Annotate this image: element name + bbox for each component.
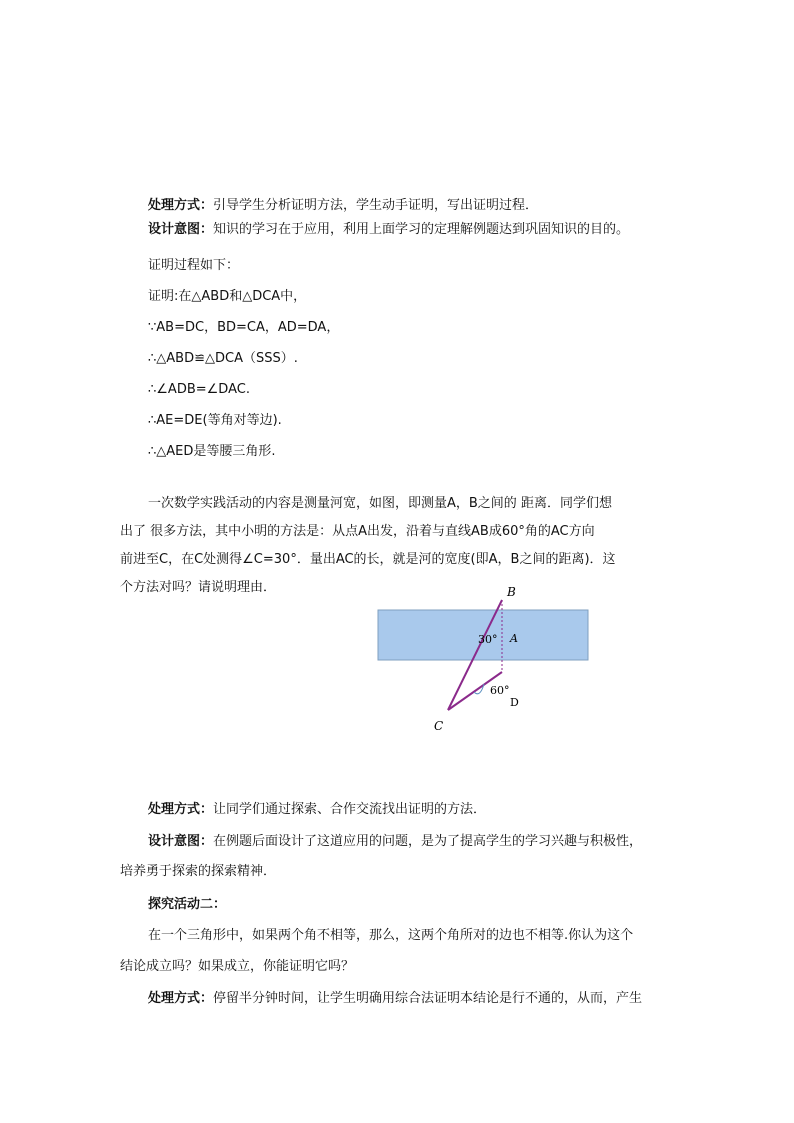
intent-line-2b: 培养勇于探索的探索精神． <box>120 864 277 879</box>
method-text-3: 停留半分钟时间，让学生明确用综合法证明本结论是行不通的，从而，产生 <box>213 991 643 1006</box>
activity-title: 探究活动二： <box>148 897 227 912</box>
intent-label: 设计意图： <box>148 222 214 237</box>
label-d: D <box>510 696 519 709</box>
activity-q1: 在一个三角形中，如果两个角不相等，那么，这两个角所对的边也不相等.你认为这个 <box>148 928 634 943</box>
intent-line-1 <box>148 220 629 240</box>
label-a: A <box>510 632 518 645</box>
proof-line-3: ∴△ABD≌△DCA（SSS）. <box>148 351 298 366</box>
proof-line-6: ∴△AED是等腰三角形. <box>148 444 276 459</box>
proof-line-4: ∴∠ADB=∠DAC. <box>148 382 250 397</box>
label-b: B <box>507 585 516 599</box>
intent-text-2: 在例题后面设计了这道应用的问题，是为了提高学生的学习兴趣与积极性， <box>213 834 643 849</box>
intent-text: 知识的学习在于应用，利用上面学习的定理解例题达到巩固知识的目的。 <box>213 222 630 237</box>
method-line-2 <box>148 800 486 820</box>
method-label-2: 处理方式： <box>148 802 214 817</box>
method-line-1 <box>148 196 538 216</box>
method-label-3: 处理方式： <box>148 991 214 1006</box>
proof-line-2: ∵AB=DC，BD=CA，AD=DA， <box>148 320 340 335</box>
proof-intro: 证明过程如下： <box>148 258 240 273</box>
intent-label-2: 设计意图： <box>148 834 214 849</box>
river-figure <box>370 580 600 740</box>
proof-line-5: ∴AE=DE(等角对等边). <box>148 413 282 428</box>
problem-line-2: 出了 很多方法，其中小明的方法是：从点A出发，沿着与直线AB成60°角的AC方向 <box>120 524 595 539</box>
label-c: C <box>434 719 444 733</box>
method-line-3 <box>148 989 642 1009</box>
method-text: 引导学生分析证明方法，学生动手证明，写出证明过程． <box>213 198 539 213</box>
intent-line-2 <box>148 832 642 852</box>
angle-60-label: 60° <box>490 684 510 697</box>
angle-30-label: 30° <box>478 633 498 646</box>
problem-line-1: 一次数学实践活动的内容是测量河宽，如图，即测量A，B之间的 距离．同学们想 <box>148 496 612 511</box>
problem-line-4: 个方法对吗？请说明理由． <box>120 580 277 595</box>
problem-line-3: 前进至C，在C处测得∠C=30°．量出AC的长，就是河的宽度(即A，B之间的距离)．这 <box>120 552 616 567</box>
method-text-2: 让同学们通过探索、合作交流找出证明的方法． <box>213 802 487 817</box>
activity-q2: 结论成立吗？如果成立，你能证明它吗？ <box>120 959 355 974</box>
proof-line-1: 证明:在△ABD和△DCA中， <box>148 289 307 304</box>
method-label: 处理方式： <box>148 198 214 213</box>
